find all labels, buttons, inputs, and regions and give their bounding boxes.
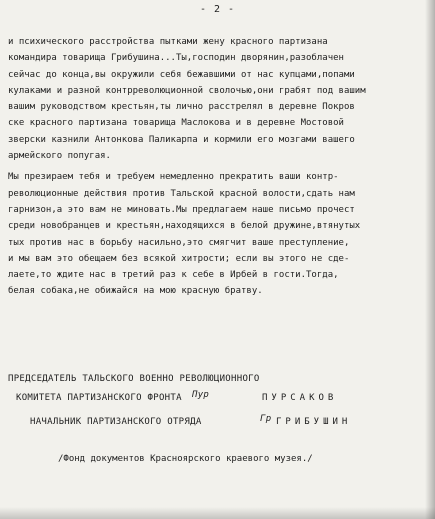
signature-title-commander: НАЧАЛЬНИК ПАРТИЗАНСКОГО ОТРЯДА	[30, 417, 202, 427]
text-line: и мы вам это обещаем без всякой хитрости; если вы этого не сде-	[8, 253, 350, 264]
paragraph-1	[8, 34, 422, 164]
text-line: командира товарища Грибушина...Ты,господин дворянин,разоблачен	[8, 53, 344, 64]
signature-title-chairman: ПРЕДСЕДАТЕЛЬ ТАЛЬСКОГО ВОЕННО РЕВОЛЮЦИОННОГО	[8, 374, 260, 384]
text-line: лаете,то ждите нас в третий раз к себе в Ирбей в гости.Тогда,	[8, 270, 339, 281]
signatory-name-gribushin: ГРИБУШИН	[276, 417, 352, 427]
text-line: среди новобранцев и крестьян,находящихся в белой дружине,втянутых	[8, 221, 361, 232]
text-line: тых против нас в борьбу насильно,это смягчит ваше преступление,	[8, 237, 350, 248]
letter-body	[8, 34, 422, 300]
text-line: революционные действия против Тальской красной волости,сдать нам	[8, 188, 355, 199]
text-line: кулаками и разной контрреволюционной сволочью,они грабят под вашим	[8, 85, 366, 96]
scan-bottom-shadow	[0, 507, 435, 519]
text-line: и психического расстройства пытками жену красного партизана	[8, 37, 328, 47]
text-line: Мы презираем тебя и требуем немедленно прекратить ваши контр-	[8, 172, 339, 183]
signature-title-committee: КОМИТЕТА ПАРТИЗАНСКОГО ФРОНТА	[16, 393, 182, 403]
handwritten-signature: Пур	[192, 390, 210, 400]
text-line: армейского попугая.	[8, 151, 111, 162]
signatory-name-pursakov: ПУРСАКОВ	[262, 393, 338, 403]
text-line: зверски казнили Антонкова Паликарпа и кормили его мозгами вашего	[8, 134, 355, 145]
text-line: гарнизон,а это вам не миновать.Мы предлагаем наше письмо прочест	[8, 204, 355, 215]
text-line: сейчас до конца,вы окружили себя бежавшими от нас купцами,попами	[8, 69, 355, 80]
handwritten-signature: Гр	[260, 414, 272, 424]
text-line: белая собака,не обижайся на мою красную братву.	[8, 286, 263, 297]
page-number: - 2 -	[199, 4, 236, 15]
paragraph-2	[8, 169, 422, 299]
source-note: /Фонд документов Красноярского краевого музея./	[58, 454, 313, 464]
scan-edge-shadow	[425, 0, 435, 519]
text-line: вашим руководством крестьян,ты лично расстрелял в деревне Покров	[8, 102, 355, 113]
text-line: ске красного партизана товарища Маслокова и в деревне Мостовой	[8, 118, 344, 129]
